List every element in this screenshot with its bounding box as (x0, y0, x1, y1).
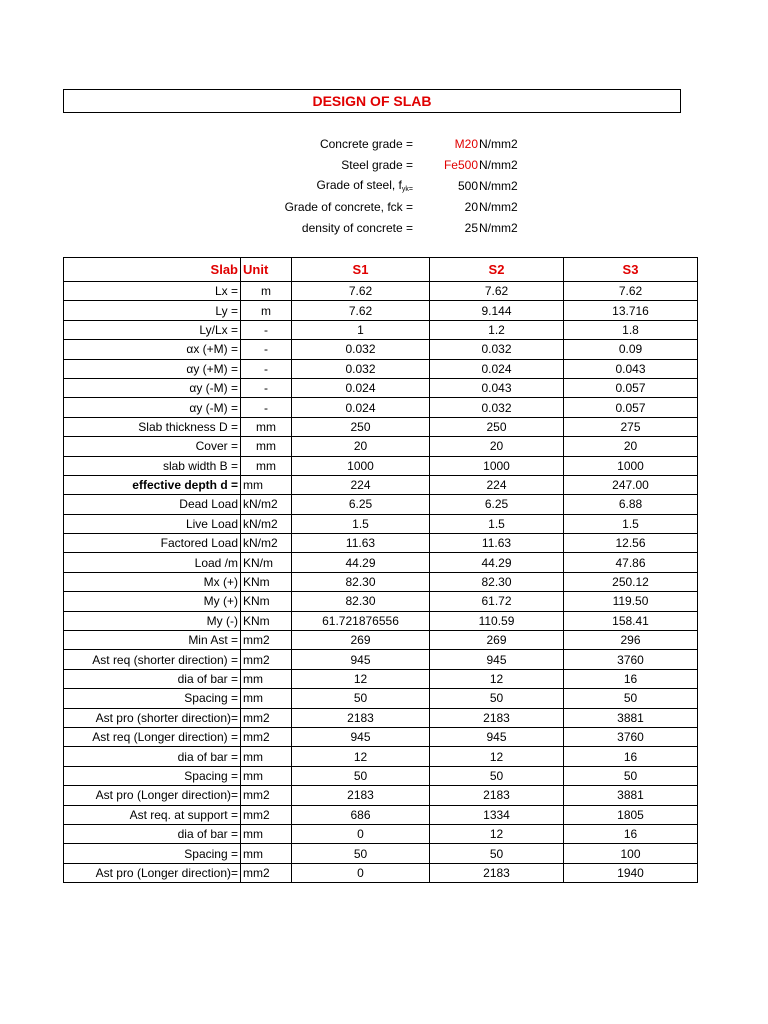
param-unit: N/mm2 (479, 136, 518, 151)
row-label: αx (+M) = (64, 340, 241, 359)
cell-s2: 1.2 (430, 320, 564, 339)
param-unit: N/mm2 (479, 220, 518, 235)
cell-s2: 110.59 (430, 611, 564, 630)
row-label: αy (-M) = (64, 378, 241, 397)
row-unit: kN/m2 (241, 495, 292, 514)
row-label: dia of bar = (64, 747, 241, 766)
cell-s1: 12 (292, 747, 430, 766)
param-label (200, 158, 421, 172)
cell-s2: 9.144 (430, 301, 564, 320)
table-row (64, 340, 698, 359)
cell-s1: 82.30 (292, 592, 430, 611)
row-unit: - (241, 340, 292, 359)
row-label: Live Load (64, 514, 241, 533)
row-unit: mm2 (241, 650, 292, 669)
cell-s3: 16 (564, 747, 698, 766)
cell-s1: 6.25 (292, 495, 430, 514)
row-unit: mm (241, 747, 292, 766)
cell-s1: 945 (292, 727, 430, 746)
table-row (64, 572, 698, 591)
cell-s2: 7.62 (430, 282, 564, 301)
table-row (64, 689, 698, 708)
cell-s1: 0.024 (292, 378, 430, 397)
cell-s3: 100 (564, 844, 698, 863)
cell-s3: 12.56 (564, 534, 698, 553)
cell-s1: 50 (292, 766, 430, 785)
param-value: Fe500 (443, 157, 478, 172)
cell-s3: 247.00 (564, 475, 698, 494)
param-label (200, 137, 421, 151)
param-label-text: density of concrete = (301, 220, 413, 235)
cell-s1: 0.024 (292, 398, 430, 417)
cell-s3: 3760 (564, 727, 698, 746)
row-unit: m (241, 301, 292, 320)
cell-s1: 50 (292, 844, 430, 863)
row-label: Lx = (64, 282, 241, 301)
param-unit: N/mm2 (479, 199, 518, 214)
row-unit: KNm (241, 592, 292, 611)
row-label: Spacing = (64, 844, 241, 863)
cell-s1: 7.62 (292, 301, 430, 320)
cell-s2: 945 (430, 727, 564, 746)
cell-s2: 250 (430, 417, 564, 436)
row-unit: KNm (241, 611, 292, 630)
param-row (200, 196, 560, 217)
cell-s3: 6.88 (564, 495, 698, 514)
cell-s1: 250 (292, 417, 430, 436)
param-label-subscript: yk= (401, 186, 413, 193)
cell-s3: 158.41 (564, 611, 698, 630)
cell-s2: 6.25 (430, 495, 564, 514)
table-row (64, 631, 698, 650)
row-unit: kN/m2 (241, 534, 292, 553)
header-slab: Slab (64, 258, 241, 282)
row-unit: KNm (241, 572, 292, 591)
table-row (64, 398, 698, 417)
cell-s3: 3881 (564, 708, 698, 727)
table-row (64, 359, 698, 378)
table-row (64, 378, 698, 397)
cell-s2: 2183 (430, 708, 564, 727)
cell-s2: 12 (430, 824, 564, 843)
cell-s3: 275 (564, 417, 698, 436)
cell-s3: 3760 (564, 650, 698, 669)
page-title: DESIGN OF SLAB (63, 89, 681, 113)
row-label: dia of bar = (64, 824, 241, 843)
cell-s2: 1000 (430, 456, 564, 475)
table-row (64, 553, 698, 572)
cell-s3: 1.8 (564, 320, 698, 339)
cell-s3: 0.057 (564, 398, 698, 417)
cell-s1: 2183 (292, 786, 430, 805)
cell-s1: 0.032 (292, 340, 430, 359)
header-s3: S3 (564, 258, 698, 282)
cell-s1: 0 (292, 863, 430, 882)
row-unit: mm2 (241, 863, 292, 882)
row-label: Factored Load (64, 534, 241, 553)
param-unit: N/mm2 (479, 157, 518, 172)
slab-design-table (63, 257, 698, 883)
row-unit: mm (241, 766, 292, 785)
row-label: Ast pro (Longer direction)= (64, 786, 241, 805)
table-row (64, 708, 698, 727)
cell-s2: 11.63 (430, 534, 564, 553)
cell-s1: 61.721876556 (292, 611, 430, 630)
row-label: Slab thickness D = (64, 417, 241, 436)
table-row (64, 824, 698, 843)
cell-s1: 1000 (292, 456, 430, 475)
param-value: 500 (457, 178, 478, 193)
row-label: Min Ast = (64, 631, 241, 650)
row-unit: mm2 (241, 727, 292, 746)
cell-s1: 945 (292, 650, 430, 669)
row-unit: KN/m (241, 553, 292, 572)
row-unit: - (241, 398, 292, 417)
row-label: My (+) (64, 592, 241, 611)
param-value: 20 (464, 199, 478, 214)
row-unit: mm2 (241, 631, 292, 650)
cell-s2: 0.043 (430, 378, 564, 397)
cell-s2: 2183 (430, 786, 564, 805)
table-row (64, 437, 698, 456)
cell-s1: 12 (292, 669, 430, 688)
row-label: Ast req. at support = (64, 805, 241, 824)
cell-s3: 13.716 (564, 301, 698, 320)
cell-s1: 686 (292, 805, 430, 824)
row-label: Cover = (64, 437, 241, 456)
row-unit: - (241, 359, 292, 378)
param-unit: N/mm2 (479, 178, 518, 193)
row-label: Spacing = (64, 689, 241, 708)
param-label (200, 200, 421, 214)
cell-s2: 224 (430, 475, 564, 494)
cell-s3: 50 (564, 766, 698, 785)
table-row (64, 282, 698, 301)
row-label: Spacing = (64, 766, 241, 785)
cell-s2: 12 (430, 747, 564, 766)
cell-s2: 2183 (430, 863, 564, 882)
cell-s1: 7.62 (292, 282, 430, 301)
row-unit: mm (241, 669, 292, 688)
row-unit: mm (241, 417, 292, 436)
row-label: Ast pro (Longer direction)= (64, 863, 241, 882)
cell-s3: 1.5 (564, 514, 698, 533)
cell-s2: 50 (430, 766, 564, 785)
row-unit: mm (241, 844, 292, 863)
row-unit: - (241, 320, 292, 339)
cell-s1: 50 (292, 689, 430, 708)
table-row (64, 456, 698, 475)
row-label: Load /m (64, 553, 241, 572)
cell-s3: 16 (564, 824, 698, 843)
cell-s2: 82.30 (430, 572, 564, 591)
table-row (64, 301, 698, 320)
param-label (200, 178, 421, 193)
row-unit: mm (241, 456, 292, 475)
row-unit: mm (241, 437, 292, 456)
param-value: M20 (454, 136, 478, 151)
table-row (64, 786, 698, 805)
table-row (64, 669, 698, 688)
cell-s2: 61.72 (430, 592, 564, 611)
row-label: effective depth d = (64, 475, 241, 494)
cell-s3: 3881 (564, 786, 698, 805)
param-value: 25 (464, 220, 478, 235)
param-label-text: Concrete grade = (319, 136, 413, 151)
table-row (64, 747, 698, 766)
design-parameters (200, 133, 560, 238)
cell-s1: 1 (292, 320, 430, 339)
row-label: My (-) (64, 611, 241, 630)
table-row (64, 805, 698, 824)
param-label (200, 221, 421, 235)
cell-s1: 224 (292, 475, 430, 494)
row-label: dia of bar = (64, 669, 241, 688)
row-unit: - (241, 378, 292, 397)
row-unit: mm (241, 475, 292, 494)
param-row (200, 154, 560, 175)
header-s1: S1 (292, 258, 430, 282)
row-label: Ast req (shorter direction) = (64, 650, 241, 669)
table-row (64, 514, 698, 533)
table-row (64, 844, 698, 863)
cell-s1: 11.63 (292, 534, 430, 553)
cell-s2: 0.024 (430, 359, 564, 378)
table-row (64, 611, 698, 630)
row-unit: mm (241, 689, 292, 708)
cell-s1: 2183 (292, 708, 430, 727)
cell-s2: 0.032 (430, 340, 564, 359)
table-row (64, 766, 698, 785)
cell-s3: 7.62 (564, 282, 698, 301)
cell-s1: 44.29 (292, 553, 430, 572)
cell-s3: 1000 (564, 456, 698, 475)
row-label: Ly = (64, 301, 241, 320)
table-row (64, 650, 698, 669)
table-row (64, 592, 698, 611)
cell-s3: 1940 (564, 863, 698, 882)
cell-s1: 0 (292, 824, 430, 843)
table-header-row (64, 258, 698, 282)
row-unit: mm (241, 824, 292, 843)
row-label: Ast req (Longer direction) = (64, 727, 241, 746)
param-row (200, 133, 560, 154)
header-unit: Unit (241, 258, 292, 282)
row-unit: m (241, 282, 292, 301)
row-label: αy (+M) = (64, 359, 241, 378)
cell-s3: 0.043 (564, 359, 698, 378)
cell-s3: 47.86 (564, 553, 698, 572)
cell-s1: 82.30 (292, 572, 430, 591)
header-s2: S2 (430, 258, 564, 282)
row-unit: mm2 (241, 708, 292, 727)
cell-s3: 0.09 (564, 340, 698, 359)
table-row (64, 863, 698, 882)
param-label-text: Grade of concrete, fck = (284, 199, 413, 214)
table-row (64, 475, 698, 494)
param-row (200, 175, 560, 196)
cell-s1: 0.032 (292, 359, 430, 378)
param-label-text: Steel grade = (341, 157, 413, 172)
table-row (64, 495, 698, 514)
cell-s1: 269 (292, 631, 430, 650)
row-label: slab width B = (64, 456, 241, 475)
row-label: Mx (+) (64, 572, 241, 591)
cell-s2: 269 (430, 631, 564, 650)
cell-s2: 44.29 (430, 553, 564, 572)
cell-s2: 1334 (430, 805, 564, 824)
cell-s3: 16 (564, 669, 698, 688)
param-label-text: Grade of steel, f (316, 178, 402, 192)
cell-s2: 50 (430, 689, 564, 708)
cell-s2: 1.5 (430, 514, 564, 533)
cell-s3: 1805 (564, 805, 698, 824)
row-label: Ly/Lx = (64, 320, 241, 339)
table-row (64, 417, 698, 436)
cell-s2: 50 (430, 844, 564, 863)
cell-s3: 50 (564, 689, 698, 708)
cell-s2: 0.032 (430, 398, 564, 417)
cell-s3: 296 (564, 631, 698, 650)
param-row (200, 217, 560, 238)
row-label: αy (-M) = (64, 398, 241, 417)
cell-s2: 12 (430, 669, 564, 688)
cell-s2: 945 (430, 650, 564, 669)
row-unit: kN/m2 (241, 514, 292, 533)
cell-s3: 250.12 (564, 572, 698, 591)
row-unit: mm2 (241, 805, 292, 824)
table-row (64, 534, 698, 553)
cell-s1: 20 (292, 437, 430, 456)
table-row (64, 320, 698, 339)
cell-s3: 20 (564, 437, 698, 456)
cell-s2: 20 (430, 437, 564, 456)
row-label: Ast pro (shorter direction)= (64, 708, 241, 727)
row-unit: mm2 (241, 786, 292, 805)
row-label: Dead Load (64, 495, 241, 514)
table-row (64, 727, 698, 746)
cell-s3: 0.057 (564, 378, 698, 397)
cell-s1: 1.5 (292, 514, 430, 533)
cell-s3: 119.50 (564, 592, 698, 611)
